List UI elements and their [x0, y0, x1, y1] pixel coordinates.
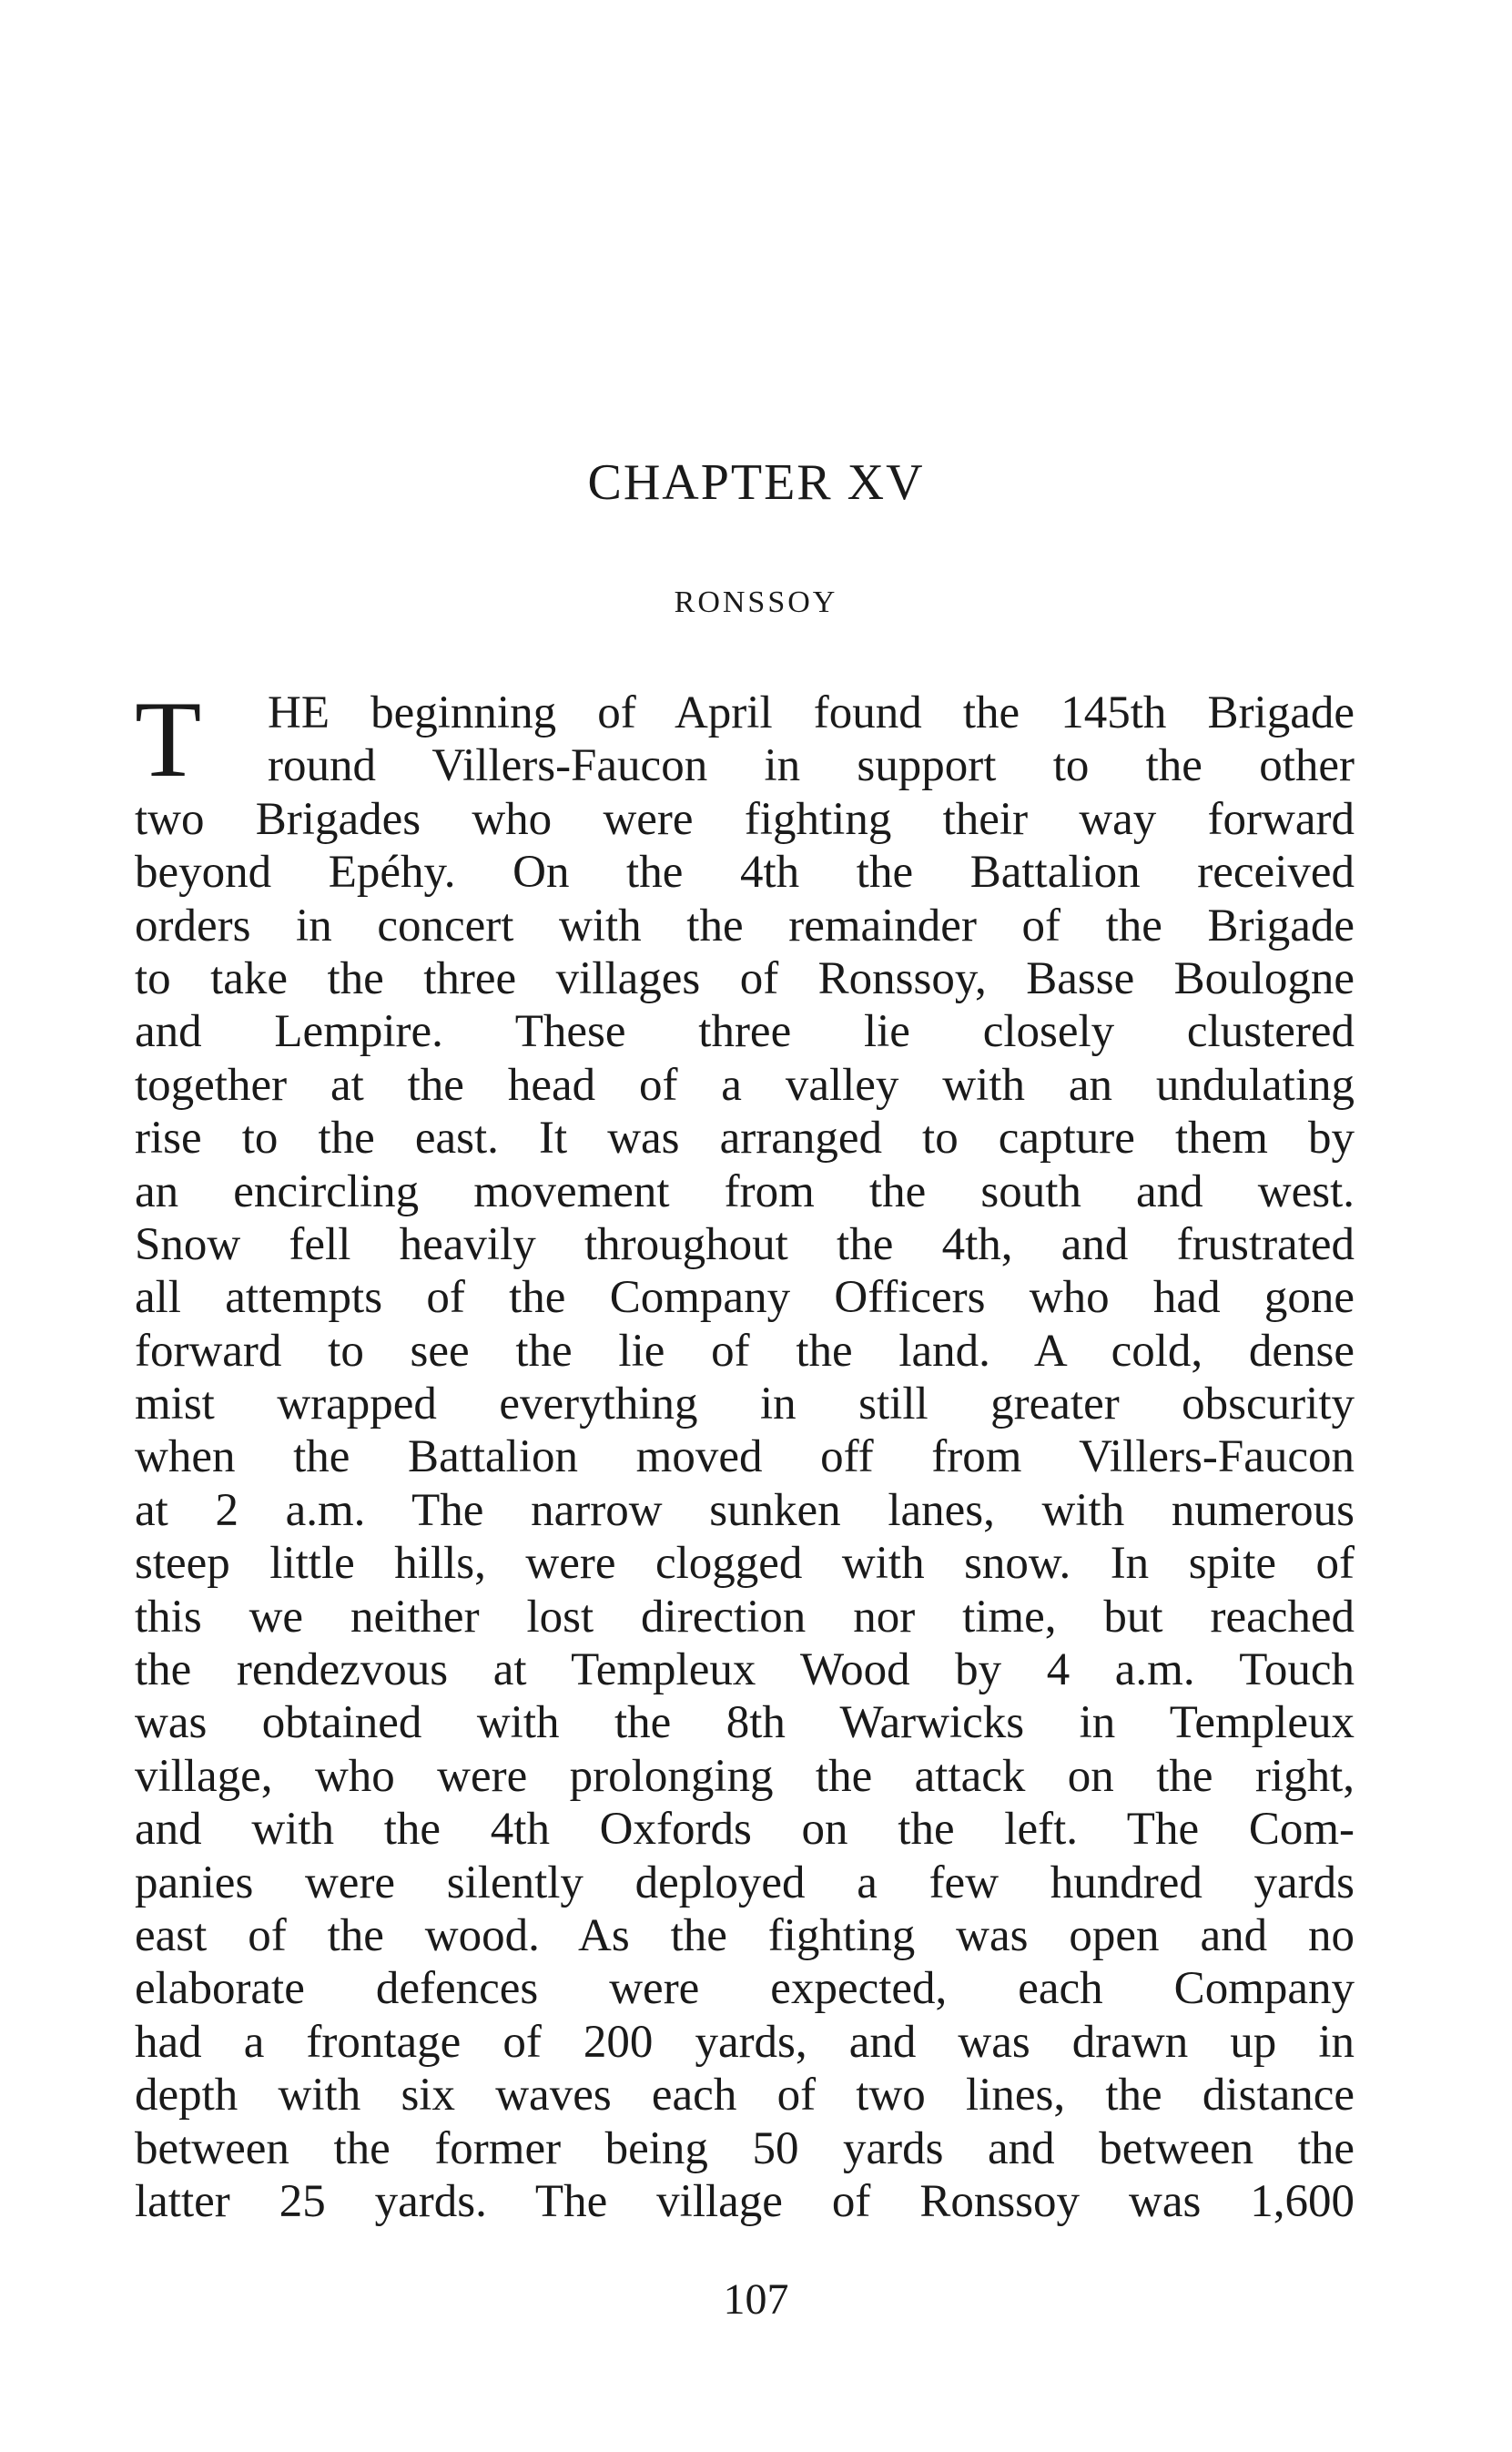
body-paragraph	[135, 678, 1355, 2228]
text-line: forward to see the lie of the land. A cold, dense	[135, 1325, 1355, 1377]
text-line: orders in concert with the remainder of the Brigade	[135, 900, 1355, 951]
text-line: to take the three villages of Ronssoy, Basse Boulogne	[135, 952, 1355, 1004]
chapter-title: CHAPTER XV	[587, 454, 925, 511]
text-line: HE beginning of April found the 145th Brigade	[268, 687, 1355, 738]
page-number: 107	[723, 2275, 789, 2324]
text-line: Snow fell heavily throughout the 4th, and frustrated	[135, 1218, 1355, 1270]
text-line: an encircling movement from the south and west.	[135, 1165, 1355, 1217]
text-line: the rendezvous at Templeux Wood by 4 a.m. Touch	[135, 1644, 1355, 1696]
text-line: was obtained with the 8th Warwicks in Templeux	[135, 1697, 1355, 1749]
text-line: depth with six waves each of two lines, the distance	[135, 2070, 1355, 2121]
chapter-subtitle: RONSSOY	[674, 585, 838, 619]
drop-cap-letter: T	[135, 678, 202, 799]
text-line: had a frontage of 200 yards, and was drawn up in	[135, 2016, 1355, 2068]
text-line: together at the head of a valley with an undulating	[135, 1059, 1355, 1111]
text-line: at 2 a.m. The narrow sunken lanes, with numerous	[135, 1484, 1355, 1536]
text-line: mist wrapped everything in still greater obscurity	[135, 1379, 1355, 1430]
text-line: panies were silently deployed a few hundred yards	[135, 1857, 1355, 1908]
text-line: when the Battalion moved off from Villers-Faucon	[135, 1431, 1355, 1483]
text-line: rise to the east. It was arranged to capture them by	[135, 1113, 1355, 1165]
text-line: steep little hills, were clogged with snow. In spite of	[135, 1538, 1355, 1590]
text-line: latter 25 yards. The village of Ronssoy was 1,600	[135, 2175, 1355, 2227]
text-line: two Brigades who were fighting their way forward	[135, 793, 1355, 845]
text-line: village, who were prolonging the attack on the right,	[135, 1750, 1355, 1802]
text-line: and Lempire. These three lie closely clustered	[135, 1006, 1355, 1058]
text-line: elaborate defences were expected, each Company	[135, 1963, 1355, 2015]
text-line: this we neither lost direction nor time, but reached	[135, 1591, 1355, 1643]
text-line: east of the wood. As the fighting was open and no	[135, 1909, 1355, 1961]
text-line: between the former being 50 yards and between the	[135, 2122, 1355, 2174]
text-line: beyond Epéhy. On the 4th the Battalion received	[135, 847, 1355, 899]
text-line: all attempts of the Company Officers who had gone	[135, 1272, 1355, 1324]
text-line: round Villers-Faucon in support to the other	[268, 740, 1355, 792]
text-line: and with the 4th Oxfords on the left. The Com-	[135, 1804, 1355, 1856]
